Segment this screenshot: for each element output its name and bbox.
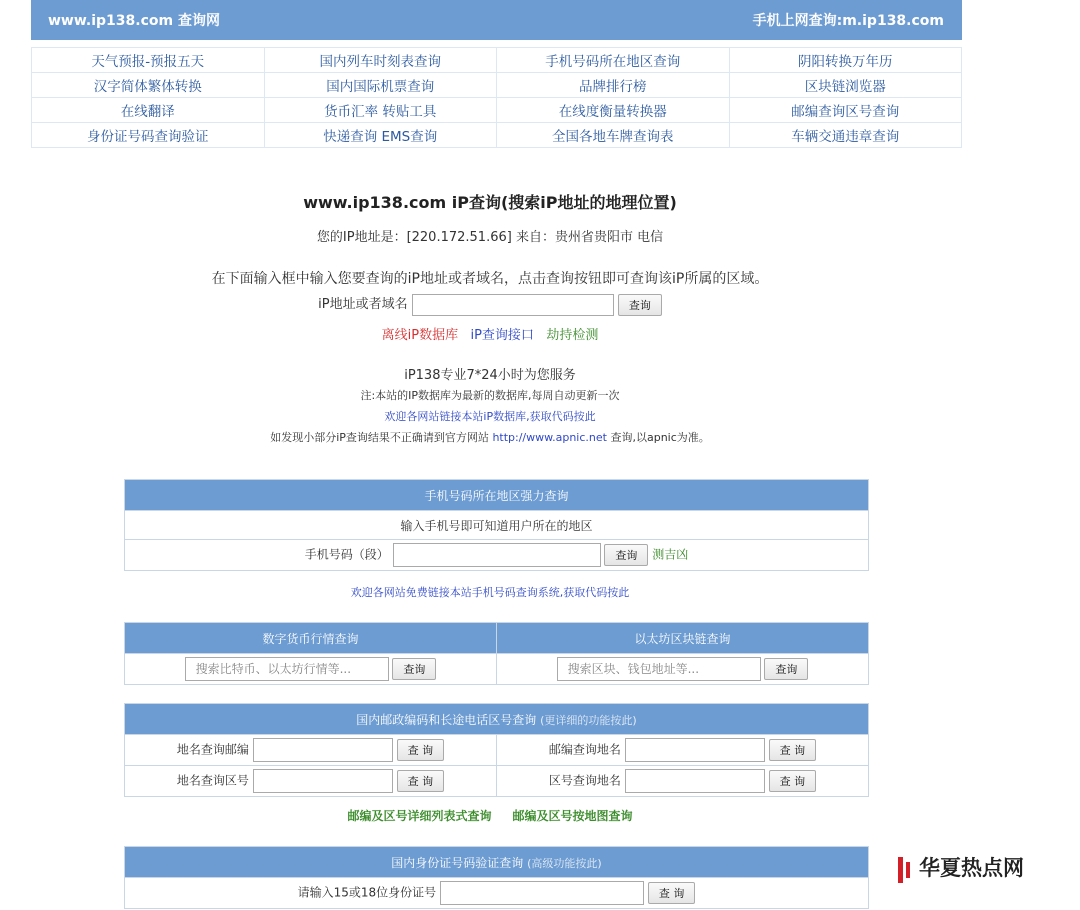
idcard-query-box <box>124 846 869 909</box>
idcard-label: 请输入15或18位身份证号 <box>297 885 437 900</box>
ip-query-title: www.ip138.com iP查询(搜索iP地址的地理位置) <box>303 193 677 212</box>
areacode-by-place-label: 地名查询区号 <box>176 773 249 788</box>
nav-link[interactable]: 国内列车时刻表查询 <box>264 48 497 73</box>
watermark-logo <box>898 852 1024 883</box>
place-by-zip-button[interactable]: 查 询 <box>769 739 817 761</box>
nav-link[interactable]: 货币汇率 转贴工具 <box>264 98 497 123</box>
db-note: 注:本站的IP数据库为最新的数据库,每周自动更新一次 <box>360 389 620 402</box>
phone-query-desc: 输入手机号即可知道用户所在的地区 <box>125 511 869 540</box>
nav-link[interactable]: 身份证号码查询验证 <box>32 123 265 148</box>
ethereum-search-button[interactable]: 查询 <box>764 658 808 680</box>
ip-query-button[interactable]: 查询 <box>618 294 662 316</box>
idcard-query-header <box>125 847 869 878</box>
postal-links <box>0 807 980 824</box>
nav-link[interactable]: 天气预报-预报五天 <box>32 48 265 73</box>
nav-link[interactable]: 手机号码所在地区查询 <box>497 48 730 73</box>
ethereum-search-cell <box>497 654 869 685</box>
apnic-note <box>0 429 980 445</box>
crypto-search-cell <box>125 654 497 685</box>
nav-link[interactable]: 品牌排行榜 <box>497 73 730 98</box>
postal-query-title: 国内邮政编码和长途电话区号查询 <box>356 712 537 727</box>
ethereum-title: 以太坊区块链查询 <box>497 623 869 654</box>
areacode-by-place-button[interactable]: 查 询 <box>397 770 445 792</box>
fortune-link[interactable]: 测吉凶 <box>652 547 689 562</box>
phone-query-row <box>125 540 869 571</box>
postal-map-link[interactable]: 邮编及区号按地图查询 <box>512 809 633 823</box>
logo-bar-icon <box>898 857 903 883</box>
ip-input[interactable] <box>412 294 614 316</box>
nav-link[interactable]: 区块链浏览器 <box>729 73 962 98</box>
nav-link[interactable]: 在线翻译 <box>32 98 265 123</box>
areacode-by-place-input[interactable] <box>253 769 393 793</box>
phone-input[interactable] <box>393 543 601 567</box>
place-by-areacode-input[interactable] <box>625 769 765 793</box>
crypto-search-button[interactable]: 查询 <box>392 658 436 680</box>
postal-row-cell <box>497 735 869 766</box>
top-header-bar <box>31 0 962 40</box>
idcard-advanced-link[interactable]: (高级功能按此) <box>527 856 602 870</box>
phone-code-link[interactable]: 欢迎各网站免费链接本站手机号码查询系统,获取代码按此 <box>350 586 630 599</box>
postal-row-cell <box>497 766 869 797</box>
phone-query-title: 手机号码所在地区强力查询 <box>125 480 869 511</box>
watermark-text: 华夏热点网 <box>919 855 1024 880</box>
ethereum-search-input[interactable]: 搜索区块、钱包地址等... <box>557 657 761 681</box>
hijack-check-link[interactable]: 劫持检测 <box>546 328 599 343</box>
mobile-site-link[interactable]: 手机上网查询:m.ip138.com <box>752 13 944 29</box>
db-code-link[interactable]: 欢迎各网站链接本站iP数据库,获取代码按此 <box>384 410 596 423</box>
phone-query-button[interactable]: 查询 <box>604 544 648 566</box>
postal-more-link[interactable]: (更详细的功能按此) <box>540 713 637 727</box>
postal-query-box <box>124 703 869 797</box>
postal-list-link[interactable]: 邮编及区号详细列表式查询 <box>347 809 492 823</box>
ip-links <box>0 324 980 343</box>
nav-link[interactable]: 全国各地车牌查询表 <box>497 123 730 148</box>
idcard-input[interactable] <box>440 881 644 905</box>
apnic-link[interactable]: http://www.apnic.net <box>492 431 607 444</box>
zip-by-place-input[interactable] <box>253 738 393 762</box>
zip-by-place-label: 地名查询邮编 <box>176 742 249 757</box>
apnic-note-prefix: 如发现小部分iP查询结果不正确请到官方网站 <box>270 431 489 444</box>
crypto-query-box <box>124 622 869 685</box>
apnic-note-suffix: 查询,以apnic为准。 <box>610 431 710 444</box>
nav-link[interactable]: 阴阳转换万年历 <box>729 48 962 73</box>
logo-bar-small-icon <box>906 862 910 878</box>
ip-input-label: iP地址或者域名 <box>318 297 408 312</box>
ip-api-link[interactable]: iP查询接口 <box>470 328 534 343</box>
idcard-query-row <box>125 878 869 909</box>
phone-label: 手机号码（段） <box>304 547 389 562</box>
idcard-query-title: 国内身份证号码验证查询 <box>391 855 524 870</box>
nav-link[interactable]: 在线度衡量转换器 <box>497 98 730 123</box>
offline-ip-db-link[interactable]: 离线iP数据库 <box>381 328 459 343</box>
postal-query-header <box>125 704 869 735</box>
ip-instruction: 在下面输入框中输入您要查询的iP地址或者域名，点击查询按钮即可查询该iP所属的区域。 <box>211 271 769 287</box>
db-link-note <box>0 408 980 424</box>
nav-link[interactable]: 汉字简体繁体转换 <box>32 73 265 98</box>
zip-by-place-button[interactable]: 查 询 <box>397 739 445 761</box>
place-by-areacode-label: 区号查询地名 <box>548 773 621 788</box>
service-text: iP138专业7*24小时为您服务 <box>404 368 576 383</box>
place-by-zip-label: 邮编查询地名 <box>548 742 621 757</box>
place-by-zip-input[interactable] <box>625 738 765 762</box>
ip-query-form <box>0 293 980 316</box>
phone-query-box <box>124 479 869 571</box>
crypto-market-title: 数字货币行情查询 <box>125 623 497 654</box>
phone-footer <box>0 584 980 600</box>
postal-row-cell <box>125 735 497 766</box>
place-by-areacode-button[interactable]: 查 询 <box>769 770 817 792</box>
crypto-search-input[interactable]: 搜索比特币、以太坊行情等... <box>185 657 389 681</box>
your-ip-text: 您的IP地址是：[220.172.51.66] 来自：贵州省贵阳市 电信 <box>316 230 664 245</box>
nav-link[interactable]: 车辆交通违章查询 <box>729 123 962 148</box>
nav-link[interactable]: 邮编查询区号查询 <box>729 98 962 123</box>
postal-row-cell <box>125 766 497 797</box>
nav-link[interactable]: 快递查询 EMS查询 <box>264 123 497 148</box>
service-nav-grid <box>31 47 962 148</box>
site-title-link[interactable]: www.ip138.com 查询网 <box>48 13 220 29</box>
nav-link[interactable]: 国内国际机票查询 <box>264 73 497 98</box>
idcard-query-button[interactable]: 查 询 <box>648 882 696 904</box>
